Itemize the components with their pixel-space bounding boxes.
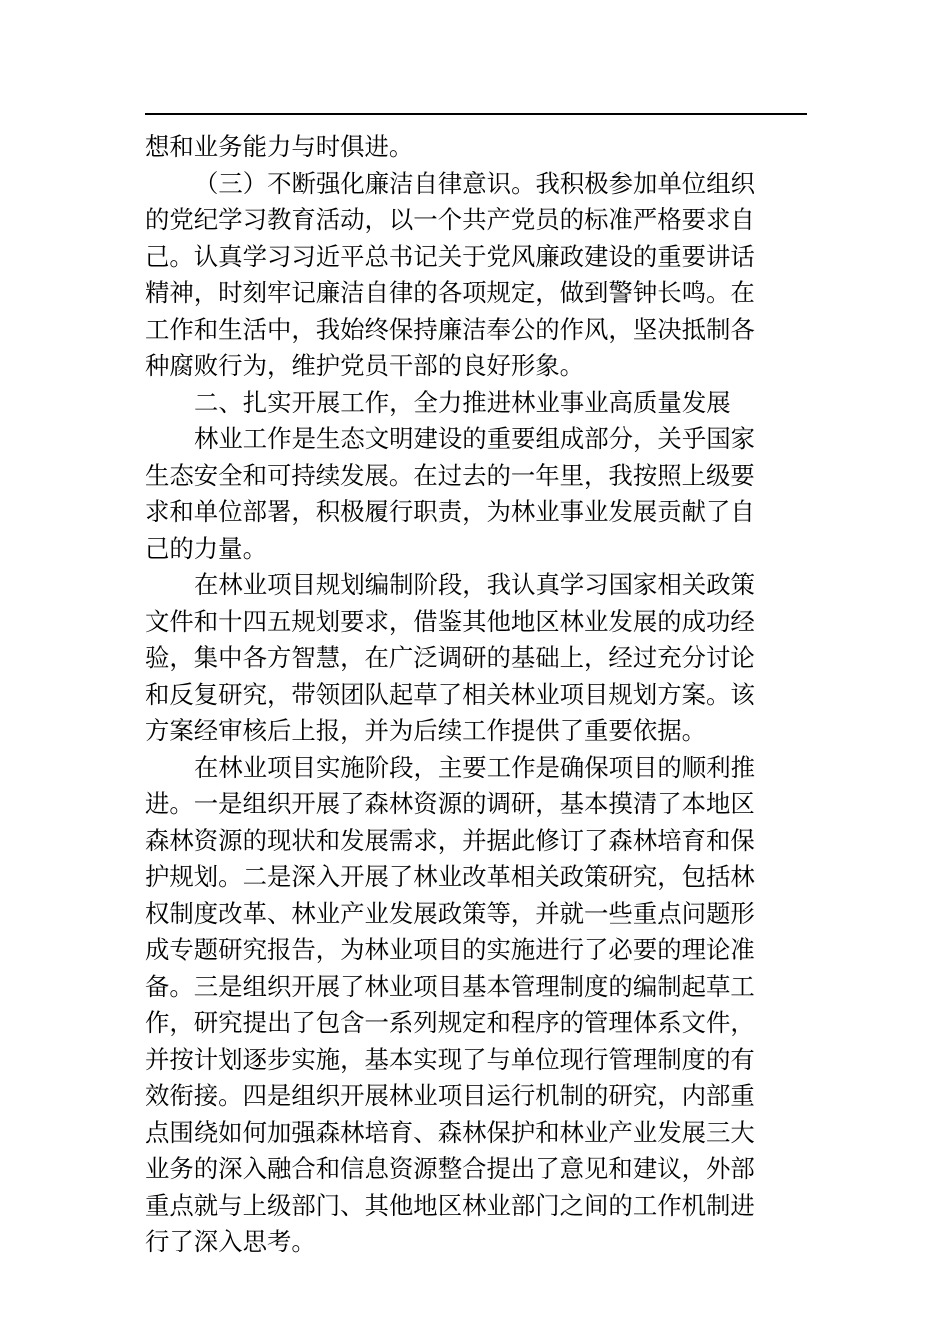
text-line: 业务的深入融合和信息资源整合提出了意见和建议，外部	[145, 1154, 755, 1183]
text-line: 工作和生活中，我始终保持廉洁奉公的作风，坚决抵制各	[145, 314, 755, 344]
text-line: 并按计划逐步实施，基本实现了与单位现行管理制度的有	[145, 1044, 755, 1074]
text-line: 权制度改革、林业产业发展政策等，并就一些重点问题形	[145, 898, 755, 928]
paragraph	[145, 750, 807, 1261]
paragraph	[145, 166, 807, 385]
text-line: 的党纪学习教育活动，以一个共产党员的标准严格要求自	[145, 205, 755, 234]
text-line: 效衔接。四是组织开展林业项目运行机制的研究，内部重	[145, 1081, 755, 1110]
text-line: 想和业务能力与时俱进。	[145, 132, 414, 161]
text-line: （三）不断强化廉洁自律意识。我积极参加单位组织	[194, 168, 755, 198]
text-line: 成专题研究报告，为林业项目的实施进行了必要的理论准	[145, 935, 755, 964]
text-line: 护规划。二是深入开展了林业改革相关政策研究，包括林	[145, 862, 755, 891]
paragraph	[145, 421, 807, 567]
paragraph	[145, 567, 807, 750]
text-line: 和反复研究，带领团队起草了相关林业项目规划方案。该	[145, 679, 755, 709]
text-line: 己的力量。	[145, 533, 267, 563]
text-line: 在林业项目实施阶段，主要工作是确保项目的顺利推	[194, 752, 755, 782]
text-line: 求和单位部署，积极履行职责，为林业事业发展贡献了自	[145, 497, 755, 526]
document-body	[145, 129, 807, 1261]
text-line: 行了深入思考。	[145, 1227, 316, 1256]
text-line: 生态安全和可持续发展。在过去的一年里，我按照上级要	[145, 460, 755, 490]
header-rule	[145, 113, 807, 115]
text-line: 林业工作是生态文明建设的重要组成部分，关乎国家	[194, 424, 755, 453]
text-line: 在林业项目规划编制阶段，我认真学习国家相关政策	[194, 570, 755, 599]
text-line: 重点就与上级部门、其他地区林业部门之间的工作机制进	[145, 1190, 755, 1220]
text-line: 精神，时刻牢记廉洁自律的各项规定，做到警钟长鸣。在	[145, 278, 755, 307]
text-line: 作，研究提出了包含一系列规定和程序的管理体系文件，	[145, 1008, 755, 1037]
text-line: 备。三是组织开展了林业项目基本管理制度的编制起草工	[145, 971, 755, 1001]
text-line: 点围绕如何加强森林培育、森林保护和林业产业发展三大	[145, 1117, 755, 1147]
text-line: 方案经审核后上报，并为后续工作提供了重要依据。	[145, 716, 706, 745]
text-line: 进。一是组织开展了森林资源的调研，基本摸清了本地区	[145, 789, 755, 818]
paragraph	[145, 129, 807, 166]
text-line: 森林资源的现状和发展需求，并据此修订了森林培育和保	[145, 825, 755, 855]
text-line: 文件和十四五规划要求，借鉴其他地区林业发展的成功经	[145, 606, 755, 636]
text-line: 己。认真学习习近平总书记关于党风廉政建设的重要讲话	[145, 241, 755, 271]
section-heading	[145, 385, 807, 422]
text-line: 二、扎实开展工作，全力推进林业事业高质量发展	[194, 387, 731, 417]
text-line: 验，集中各方智慧，在广泛调研的基础上，经过充分讨论	[145, 643, 755, 672]
text-line: 种腐败行为，维护党员干部的良好形象。	[145, 351, 585, 380]
